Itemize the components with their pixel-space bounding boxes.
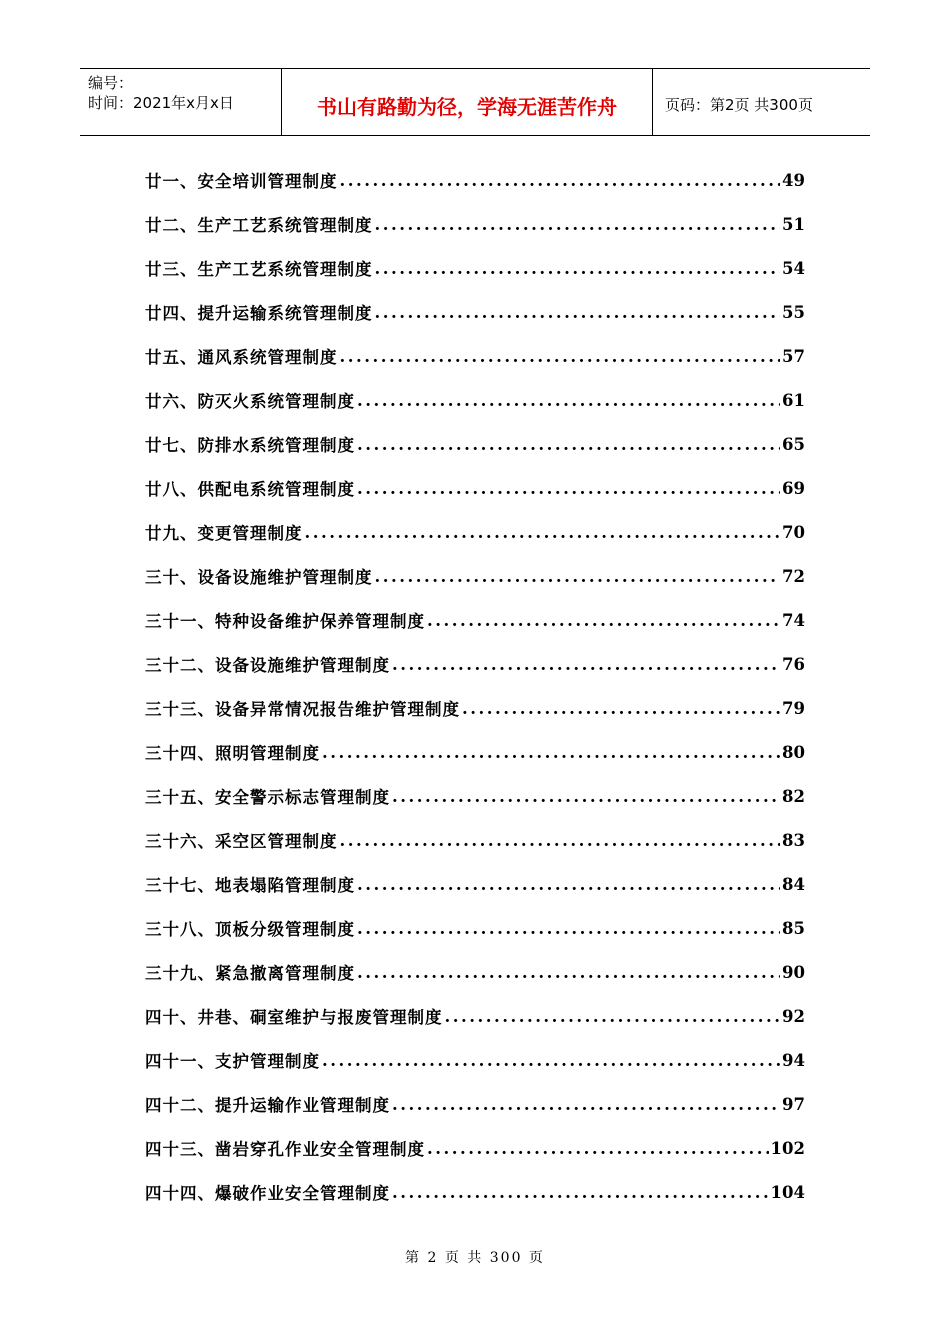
- header-motto: 书山有路勤为径，学海无涯苦作舟: [281, 69, 653, 135]
- toc-entry-title: 廿四、提升运输系统管理制度: [145, 304, 373, 323]
- toc-entry-title: 三十八、顶板分级管理制度: [145, 920, 355, 939]
- toc-entry[interactable]: [145, 1082, 805, 1126]
- toc-dot-leader: [322, 1051, 780, 1070]
- toc-dot-leader: [445, 1007, 781, 1026]
- table-of-contents: [145, 158, 805, 1214]
- toc-entry-page-number: 85: [782, 918, 805, 938]
- toc-dot-leader: [357, 479, 780, 498]
- toc-entry-page-number: 83: [782, 830, 805, 850]
- document-number-label: 编号：: [88, 74, 134, 92]
- toc-entry-title: 廿一、安全培训管理制度: [145, 172, 338, 191]
- toc-entry-page-number: 69: [782, 478, 805, 498]
- toc-entry[interactable]: [145, 642, 805, 686]
- toc-dot-leader: [305, 523, 781, 542]
- toc-entry[interactable]: [145, 686, 805, 730]
- toc-entry-title: 三十、设备设施维护管理制度: [145, 568, 373, 587]
- toc-dot-leader: [462, 699, 780, 718]
- toc-entry[interactable]: [145, 246, 805, 290]
- page-header: [80, 68, 870, 136]
- toc-entry[interactable]: [145, 290, 805, 334]
- toc-entry-page-number: 55: [782, 302, 805, 322]
- toc-entry-title: 四十二、提升运输作业管理制度: [145, 1096, 390, 1115]
- toc-entry[interactable]: [145, 862, 805, 906]
- toc-dot-leader: [357, 919, 780, 938]
- toc-entry-page-number: 51: [782, 214, 805, 234]
- toc-entry[interactable]: [145, 554, 805, 598]
- toc-entry-title: 三十九、紧急撤离管理制度: [145, 964, 355, 983]
- toc-entry[interactable]: [145, 994, 805, 1038]
- toc-entry-title: 三十二、设备设施维护管理制度: [145, 656, 390, 675]
- toc-entry-page-number: 76: [782, 654, 805, 674]
- toc-entry-title: 廿三、生产工艺系统管理制度: [145, 260, 373, 279]
- toc-dot-leader: [357, 435, 780, 454]
- toc-entry-page-number: 70: [782, 522, 805, 542]
- toc-entry-title: 三十七、地表塌陷管理制度: [145, 876, 355, 895]
- toc-entry-title: 三十四、照明管理制度: [145, 744, 320, 763]
- toc-entry-title: 廿八、供配电系统管理制度: [145, 480, 355, 499]
- toc-entry-page-number: 72: [782, 566, 805, 586]
- toc-dot-leader: [392, 1183, 769, 1202]
- toc-entry-page-number: 82: [782, 786, 805, 806]
- toc-entry-page-number: 94: [782, 1050, 805, 1070]
- toc-entry-title: 三十五、安全警示标志管理制度: [145, 788, 390, 807]
- toc-entry[interactable]: [145, 378, 805, 422]
- toc-dot-leader: [392, 787, 780, 806]
- toc-entry-page-number: 102: [770, 1138, 805, 1158]
- toc-dot-leader: [357, 963, 780, 982]
- toc-entry-title: 四十三、凿岩穿孔作业安全管理制度: [145, 1140, 425, 1159]
- toc-entry[interactable]: [145, 598, 805, 642]
- toc-entry-title: 廿六、防灭火系统管理制度: [145, 392, 355, 411]
- toc-entry-page-number: 65: [782, 434, 805, 454]
- toc-entry[interactable]: [145, 1126, 805, 1170]
- toc-dot-leader: [340, 831, 781, 850]
- toc-entry[interactable]: [145, 422, 805, 466]
- toc-entry[interactable]: [145, 1170, 805, 1214]
- toc-entry[interactable]: [145, 510, 805, 554]
- toc-entry[interactable]: [145, 1038, 805, 1082]
- toc-entry[interactable]: [145, 466, 805, 510]
- toc-dot-leader: [392, 655, 780, 674]
- toc-entry-page-number: 90: [782, 962, 805, 982]
- toc-entry-title: 廿九、变更管理制度: [145, 524, 303, 543]
- toc-entry-title: 三十六、采空区管理制度: [145, 832, 338, 851]
- toc-entry-page-number: 61: [782, 390, 805, 410]
- toc-dot-leader: [357, 875, 780, 894]
- toc-dot-leader: [375, 303, 781, 322]
- toc-entry-title: 四十一、支护管理制度: [145, 1052, 320, 1071]
- toc-entry-page-number: 80: [782, 742, 805, 762]
- toc-entry-page-number: 84: [782, 874, 805, 894]
- toc-entry-title: 三十三、设备异常情况报告维护管理制度: [145, 700, 460, 719]
- toc-entry-page-number: 54: [782, 258, 805, 278]
- toc-entry-page-number: 74: [782, 610, 805, 630]
- page-footer: 第 2 页 共 300 页: [405, 1250, 545, 1266]
- toc-dot-leader: [340, 347, 781, 366]
- toc-entry-page-number: 97: [782, 1094, 805, 1114]
- toc-dot-leader: [375, 215, 781, 234]
- toc-dot-leader: [427, 611, 780, 630]
- toc-dot-leader: [392, 1095, 780, 1114]
- toc-entry[interactable]: [145, 730, 805, 774]
- toc-entry[interactable]: [145, 906, 805, 950]
- toc-entry-page-number: 92: [782, 1006, 805, 1026]
- toc-dot-leader: [427, 1139, 769, 1158]
- toc-entry-title: 廿七、防排水系统管理制度: [145, 436, 355, 455]
- toc-entry-title: 四十四、爆破作业安全管理制度: [145, 1184, 390, 1203]
- toc-entry-page-number: 104: [770, 1182, 805, 1202]
- toc-entry-title: 四十、井巷、硐室维护与报废管理制度: [145, 1008, 443, 1027]
- toc-dot-leader: [322, 743, 780, 762]
- toc-dot-leader: [340, 171, 781, 190]
- toc-dot-leader: [375, 567, 781, 586]
- toc-entry[interactable]: [145, 818, 805, 862]
- document-time-label: 时间：2021年x月x日: [88, 94, 234, 112]
- toc-entry-page-number: 79: [782, 698, 805, 718]
- toc-entry[interactable]: [145, 774, 805, 818]
- toc-entry-title: 廿五、通风系统管理制度: [145, 348, 338, 367]
- toc-entry-page-number: 49: [782, 170, 805, 190]
- toc-dot-leader: [375, 259, 781, 278]
- header-meta: [80, 69, 281, 135]
- toc-entry[interactable]: [145, 158, 805, 202]
- toc-entry-title: 三十一、特种设备维护保养管理制度: [145, 612, 425, 631]
- toc-entry[interactable]: [145, 950, 805, 994]
- toc-dot-leader: [357, 391, 780, 410]
- header-page-label: 页码：第2页 共300页: [665, 95, 813, 114]
- toc-entry-page-number: 57: [782, 346, 805, 366]
- toc-entry[interactable]: [145, 202, 805, 246]
- toc-entry-title: 廿二、生产工艺系统管理制度: [145, 216, 373, 235]
- toc-entry[interactable]: [145, 334, 805, 378]
